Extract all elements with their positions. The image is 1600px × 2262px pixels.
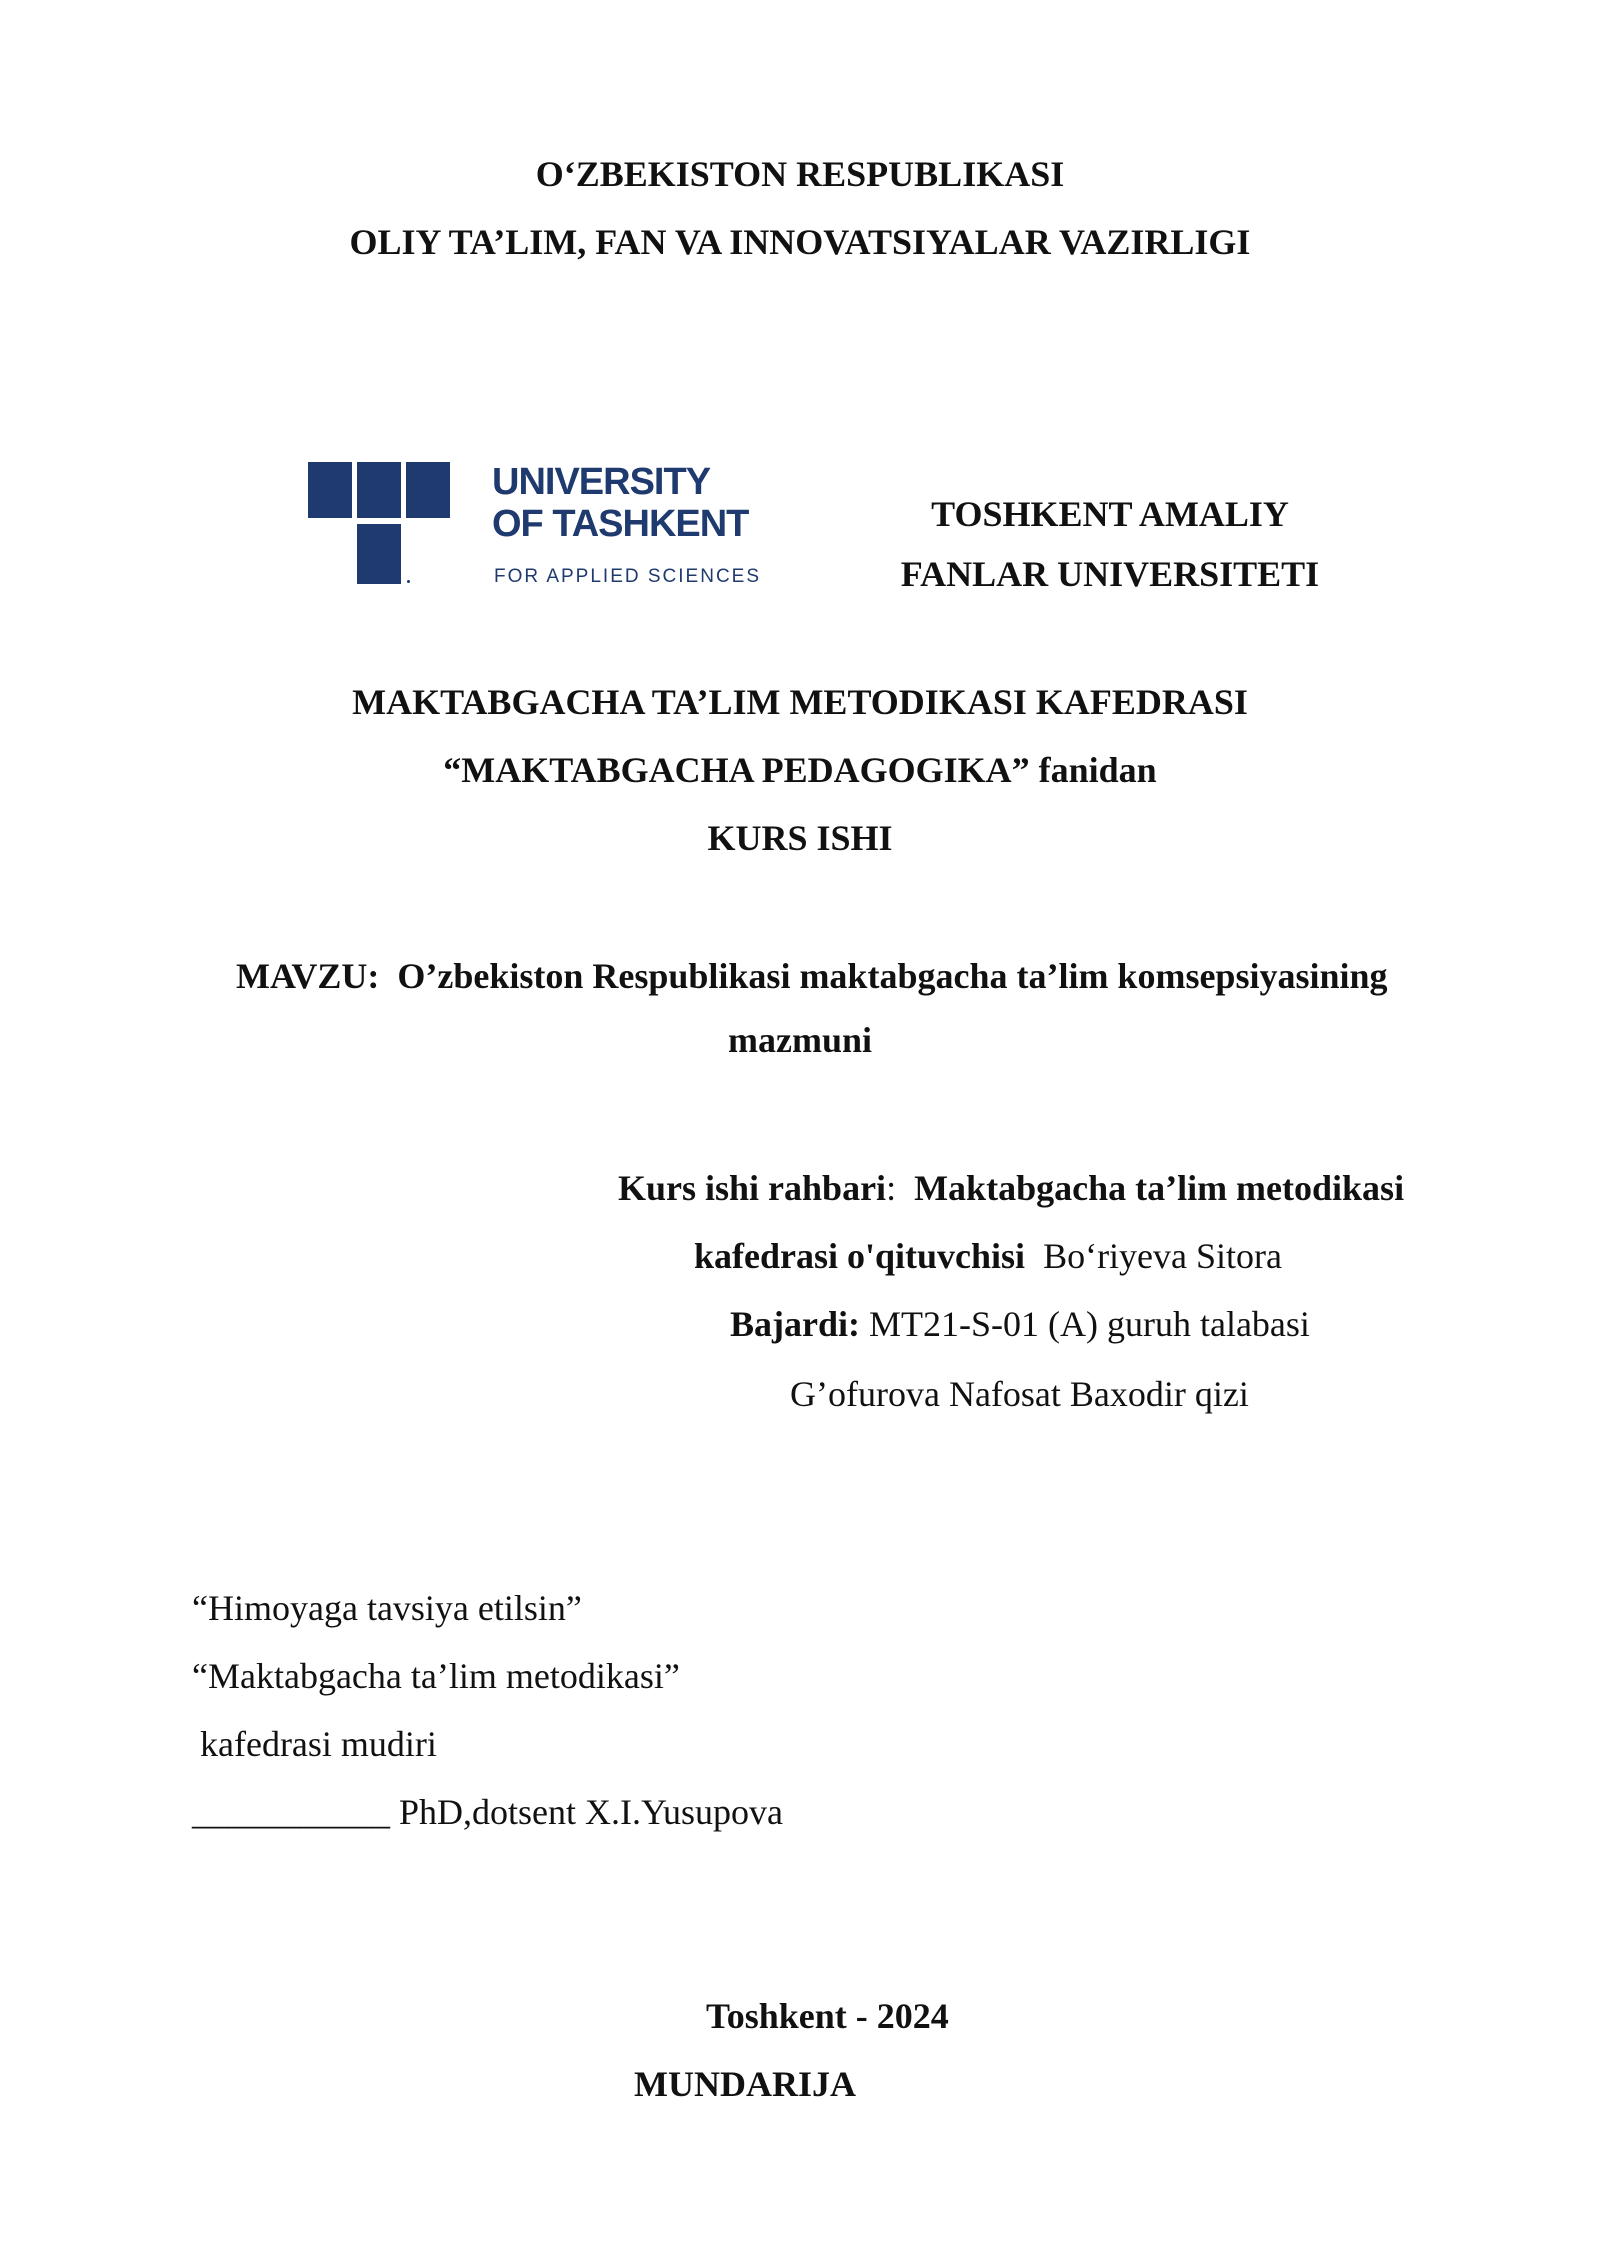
contents-heading: MUNDARIJA: [634, 2064, 856, 2104]
university-name-line-1: TOSHKENT AMALIY: [931, 494, 1289, 534]
ministry-line-1: O‘ZBEKISTON RESPUBLIKASI: [535, 154, 1065, 194]
approval-line-2: “Maktabgacha ta’lim metodikasi”: [192, 1656, 680, 1696]
topic-label: MAVZU:: [236, 956, 380, 996]
supervisor-label: Kurs ishi rahbari: [618, 1168, 887, 1208]
topic-line-1: [236, 954, 1388, 998]
university-logo: [308, 461, 762, 588]
university-name-line-2: FANLAR UNIVERSITETI: [900, 554, 1320, 594]
department-line: MAKTABGACHA TA’LIM METODIKASI KAFEDRASI: [352, 682, 1248, 722]
work-type: KURS ISHI: [707, 818, 893, 858]
performer-group: MT21-S-01 (A) guruh talabasi: [869, 1304, 1310, 1344]
supervisor-role-2: kafedrasi o'qituvchisi: [694, 1236, 1026, 1276]
supervisor-line-1: [618, 1166, 1404, 1210]
department-head-name: PhD,dotsent X.I.Yusupova: [399, 1792, 783, 1832]
topic-text-1: O’zbekiston Respublikasi maktabgacha ta’lim komsepsiyasining: [397, 956, 1388, 996]
logo-square-3: [406, 462, 450, 518]
supervisor-line-2: [694, 1234, 1282, 1278]
logo-dot: [407, 580, 410, 583]
approval-line-3: kafedrasi mudiri: [200, 1724, 437, 1764]
performer-line: [730, 1302, 1310, 1346]
supervisor-role-1: Maktabgacha ta’lim metodikasi: [914, 1168, 1405, 1208]
supervisor-colon: :: [886, 1168, 897, 1208]
approval-line-1: “Himoyaga tavsiya etilsin”: [192, 1588, 582, 1628]
performer-label: Bajardi:: [730, 1304, 860, 1344]
subject-line: “MAKTABGACHA PEDAGOGIKA” fanidan: [443, 750, 1157, 790]
logo-subtitle: FOR APPLIED SCIENCES: [494, 566, 762, 587]
supervisor-name: Bo‘riyeva Sitora: [1043, 1236, 1283, 1276]
logo-word-of-tashkent: OF TASHKENT: [492, 503, 749, 545]
topic-line-2: mazmuni: [728, 1020, 872, 1060]
ministry-line-2: OLIY TA’LIM, FAN VA INNOVATSIYALAR VAZIRLIGI: [349, 222, 1251, 262]
city-year: Toshkent - 2024: [706, 1996, 949, 2036]
logo-square-2: [357, 462, 401, 518]
signature-blank: ___________: [192, 1792, 390, 1832]
logo-square-4: [357, 524, 401, 584]
approval-signature-line: [192, 1790, 783, 1834]
logo-word-university: UNIVERSITY: [492, 461, 711, 503]
logo-square-1: [308, 462, 352, 518]
performer-name: G’ofurova Nafosat Baxodir qizi: [790, 1374, 1249, 1414]
